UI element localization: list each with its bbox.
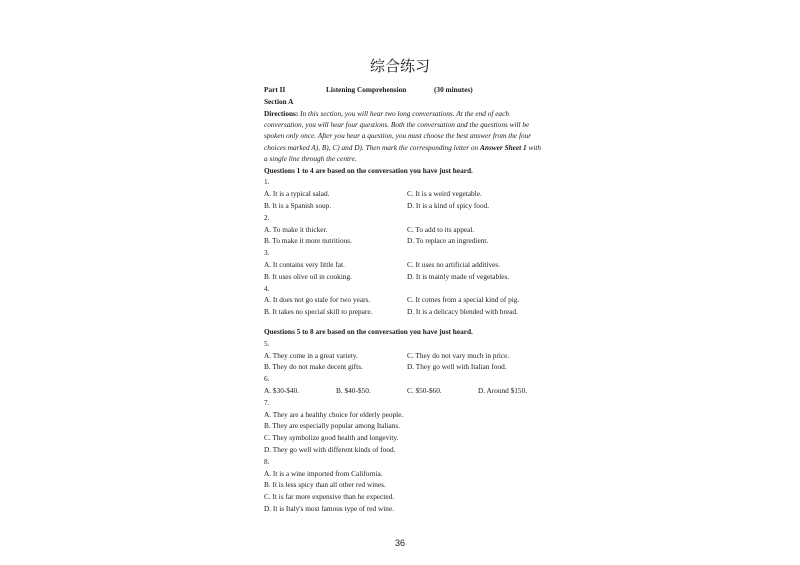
option-c: C. It is far more expensive than he expected. [264,492,395,502]
option-c: C. To add to its appeal. [407,224,475,234]
part-label: Part II [264,85,286,94]
option-c: C. It comes from a special kind of pig. [407,295,520,305]
option-d: D. They go well with different kinds of food. [264,444,396,454]
question-number: 1. [264,177,270,187]
option-a: A. They come in a great variety. [264,350,358,360]
option-d: D. Around $150. [478,385,528,395]
group2-heading: Questions 5 to 8 are based on the conversation you have just heard. [264,326,473,336]
option-row [264,361,544,373]
exam-content [264,84,544,515]
option-row [264,259,544,271]
option-row [264,294,544,306]
section-label: Section A [264,96,294,106]
option-row [264,188,544,200]
directions-lead: Directions: [264,108,299,118]
page-number: 36 [394,538,405,548]
group1-heading: Questions 1 to 4 are based on the conversation you have just heard. [264,165,473,175]
option-b: B. To make it more nutritious. [264,236,352,246]
option-c: C. They symbolize good health and longevity. [264,433,399,443]
option-row [264,200,544,212]
option-row [264,385,544,397]
option-d: D. It is a delicacy blended with bread. [407,307,518,317]
part-header [264,84,544,96]
answer-sheet-ref: Answer Sheet 1 [480,142,527,152]
option-row [264,350,544,362]
option-b: B. They do not make decent gifts. [264,362,363,372]
option-a: A. To make it thicker. [264,224,328,234]
option-a: A. It contains very little fat. [264,260,345,269]
option-d: D. To replace an ingredient. [407,236,489,246]
option-a: A. It is a typical salad. [264,189,330,199]
option-c: C. $50-$60. [407,385,442,395]
option-a: A. It does not go stale for two years. [264,295,371,305]
option-a: A. $30-$40. [264,385,300,395]
directions-text-2: with a single line through the centre. [264,142,542,164]
question-number: 8. [264,456,270,466]
spacer [264,318,544,326]
option-b: B. They are especially popular among Italians. [264,421,401,431]
question-number: 4. [264,283,270,293]
time-limit: (30 minutes) [434,85,473,94]
question-number: 2. [264,212,270,222]
option-b: B. It is less spicy than all other red wines. [264,480,386,490]
section-name: Listening Comprehension [326,85,407,94]
option-d: D. It is a kind of spicy food. [407,201,490,211]
option-d: D. They go well with Italian food. [407,362,507,372]
option-row [264,306,544,318]
option-row [264,271,544,283]
option-a: A. They are a healthy choice for elderly people. [264,409,404,419]
page-title: 综合练习 [369,57,430,75]
option-b: B. It takes no special skill to prepare. [264,307,373,317]
directions-text-1: In this section, you will hear two long conversations. At the end of each conversation, you will hear four questions. Both the conversation and the questions will be spoken only once. After you hear a question, you must choose the best answer from the four choices marked A), B), C) and D). Then mark the corresponding letter on [264,108,532,152]
option-c: C. It uses no artificial additives. [407,260,501,269]
directions [264,108,544,165]
question-number: 5. [264,338,270,348]
option-d: D. It is Italy's most famous type of red wine. [264,503,395,513]
option-b: B. It is a Spanish soup. [264,201,332,211]
option-d: D. It is mainly made of vegetables. [407,271,510,281]
question-number: 7. [264,397,270,407]
option-row [264,235,544,247]
option-c: C. It is a weird vegetable. [407,189,482,199]
option-c: C. They do not vary much in price. [407,350,510,360]
option-a: A. It is a wine imported from California. [264,468,383,478]
question-number: 6. [264,374,270,384]
question-number: 3. [264,248,270,258]
option-b: B. It uses olive oil in cooking. [264,271,352,281]
option-b: B. $40-$50. [336,385,371,395]
option-row [264,224,544,236]
